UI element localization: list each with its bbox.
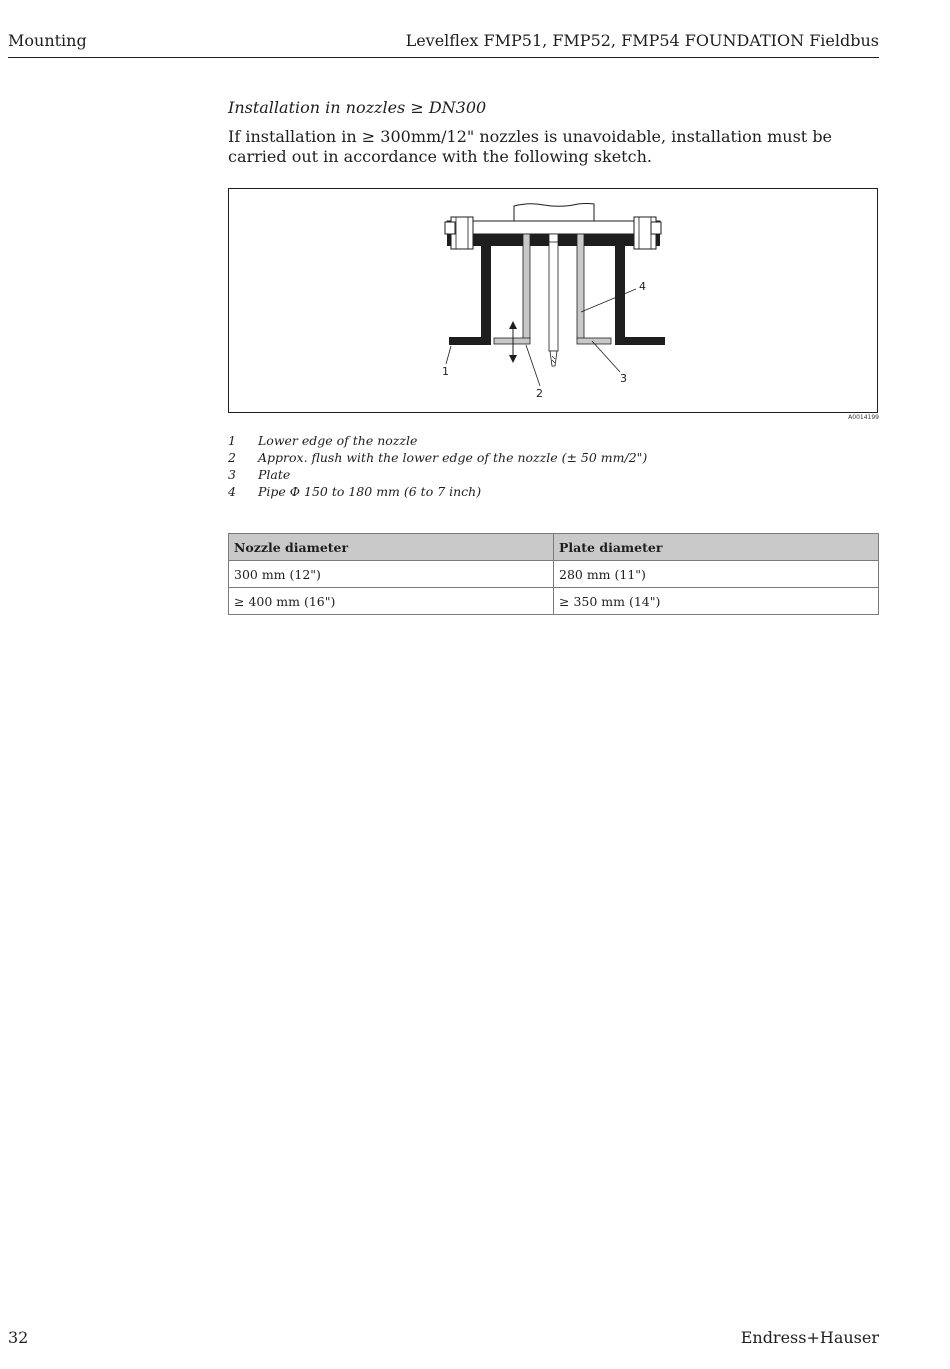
body-paragraph: If installation in ≥ 300mm/12" nozzles is unavoidable, installation must be carried out in accordance with the following sketch. [228, 127, 833, 166]
table-cell: ≥ 350 mm (14") [554, 588, 879, 615]
legend-text: Lower edge of the nozzle [258, 433, 418, 448]
legend-text: Pipe Φ 150 to 180 mm (6 to 7 inch) [258, 484, 482, 499]
table-row [229, 588, 879, 615]
arrow-up-icon [509, 321, 517, 329]
installation-sketch [228, 188, 878, 413]
legend-number: 2 [228, 450, 236, 465]
pipe-wall-right [577, 234, 584, 339]
plate-left [494, 338, 530, 344]
leader-3 [592, 341, 620, 372]
column-header-plate-diameter: Plate diameter [554, 534, 879, 561]
sketch-drawing [229, 189, 879, 414]
figure-id: A0014199 [848, 414, 879, 421]
diameter-table [228, 533, 879, 615]
legend-text: Approx. flush with the lower edge of the nozzle (± 50 mm/2") [258, 450, 648, 465]
nozzle-foot-right [615, 337, 665, 345]
nozzle-wall-right [615, 246, 625, 338]
housing-outline [514, 204, 594, 222]
legend-number: 1 [228, 433, 236, 448]
callout-4: 4 [639, 280, 646, 293]
table-cell: 280 mm (11") [554, 561, 879, 588]
flange-plate [447, 221, 660, 234]
legend-number: 4 [228, 484, 236, 499]
probe-weight [550, 351, 557, 366]
header-section-title: Mounting [8, 31, 87, 50]
nozzle-foot-left [449, 337, 491, 345]
brand-name: Endress+Hauser [740, 1328, 879, 1347]
table-row [229, 561, 879, 588]
column-header-nozzle-diameter: Nozzle diameter [229, 534, 554, 561]
callout-3: 3 [620, 372, 627, 385]
probe-rod [549, 234, 558, 351]
leader-4 [581, 289, 636, 312]
table-header-row [229, 534, 879, 561]
legend-number: 3 [228, 467, 236, 482]
header-rule [8, 57, 879, 58]
nozzle-wall-left [481, 246, 491, 338]
table-cell: ≥ 400 mm (16") [229, 588, 554, 615]
callout-2: 2 [536, 387, 543, 400]
leader-1 [446, 346, 451, 364]
legend-text: Plate [258, 467, 291, 482]
page-number: 32 [8, 1328, 29, 1347]
callout-1: 1 [442, 365, 449, 378]
pipe-wall-left [523, 234, 530, 339]
arrow-down-icon [509, 355, 517, 363]
table-cell: 300 mm (12") [229, 561, 554, 588]
section-heading: Installation in nozzles ≥ DN300 [228, 98, 487, 117]
leader-2 [526, 345, 540, 386]
header-document-title: Levelflex FMP51, FMP52, FMP54 FOUNDATION Fieldbus [405, 31, 879, 50]
